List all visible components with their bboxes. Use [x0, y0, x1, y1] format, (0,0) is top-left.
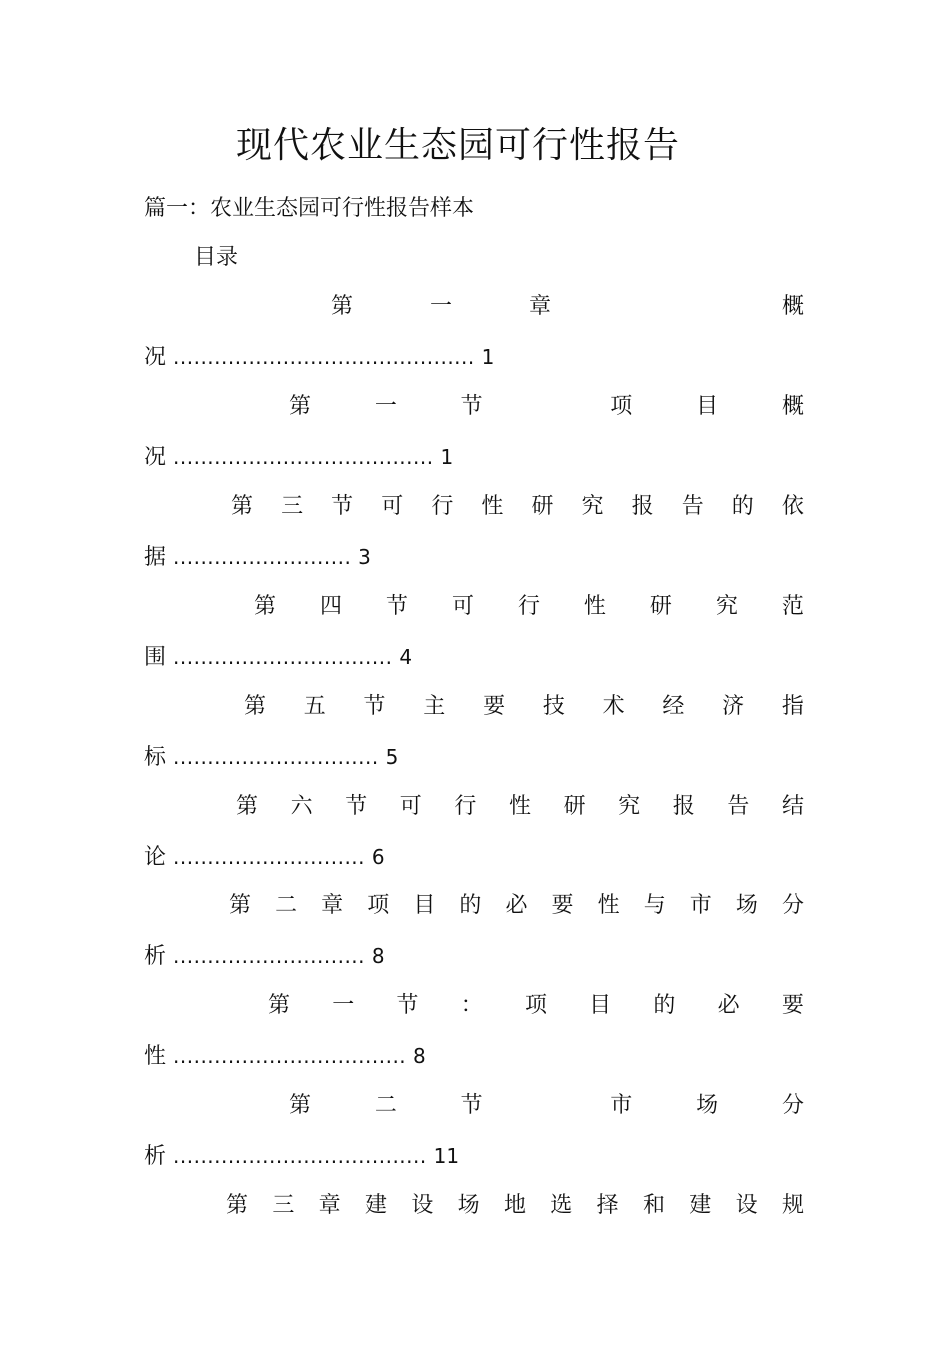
toc-entry-heading [236, 791, 804, 823]
toc-char: 概 [781, 394, 804, 419]
toc-char: 性 [597, 893, 620, 918]
toc-leader-dots: ..................................... [173, 1144, 434, 1168]
toc-char: 概 [781, 294, 804, 319]
toc-char: 第 [231, 494, 254, 519]
toc-char: 第 [289, 394, 312, 419]
toc-char: 节 [460, 1093, 483, 1118]
toc-char: 要 [781, 993, 804, 1018]
toc-char: 济 [722, 694, 745, 719]
toc-char: 分 [781, 1093, 804, 1118]
toc-entry-heading [226, 1190, 804, 1222]
toc-char: 范 [781, 594, 804, 619]
toc-char: 要 [483, 694, 506, 719]
toc-entry-continuation [144, 741, 398, 773]
toc-char: 究 [618, 794, 641, 819]
toc-last-char: 论 [144, 845, 167, 870]
toc-char: 可 [381, 494, 404, 519]
toc-char: 结 [781, 794, 804, 819]
toc-char: 目 [589, 993, 612, 1018]
toc-last-char: 况 [144, 345, 167, 370]
toc-char: 地 [503, 1193, 526, 1218]
toc-leader-dots: ...................................... [173, 445, 441, 469]
toc-char: 场 [735, 893, 758, 918]
toc-entry-heading [231, 491, 804, 523]
toc-char: 六 [290, 794, 313, 819]
toc-char: 选 [550, 1193, 573, 1218]
toc-last-char: 况 [144, 445, 167, 470]
toc-char: 第 [226, 1193, 249, 1218]
toc-char: 节 [396, 993, 419, 1018]
toc-char: 经 [662, 694, 685, 719]
toc-char: 节 [331, 494, 354, 519]
toc-char: 术 [602, 694, 625, 719]
toc-char: 和 [642, 1193, 665, 1218]
toc-char: 第 [289, 1093, 312, 1118]
toc-char: 规 [781, 1193, 804, 1218]
toc-leader-dots: .......................... [173, 545, 359, 569]
toc-char: 章 [318, 1193, 341, 1218]
toc-char: 的 [459, 893, 482, 918]
toc-leader-dots: .............................. [173, 745, 386, 769]
toc-char: 主 [423, 694, 446, 719]
toc-char: 性 [508, 794, 531, 819]
toc-char: 节 [345, 794, 368, 819]
toc-char: 第 [236, 794, 259, 819]
toc-char: 节 [363, 694, 386, 719]
toc-char: 章 [529, 294, 552, 319]
toc-last-char: 围 [144, 645, 167, 670]
toc-entry-continuation [144, 541, 371, 573]
toc-leader-dots: ............................ [173, 845, 372, 869]
toc-char: 报 [672, 794, 695, 819]
toc-char: 性 [481, 494, 504, 519]
toc-leader-dots: ............................................ [173, 345, 482, 369]
toc-char: 建 [364, 1193, 387, 1218]
toc-char: 技 [542, 694, 565, 719]
toc-char: 的 [731, 494, 754, 519]
toc-entry-heading [229, 890, 804, 922]
toc-char: 第 [254, 594, 277, 619]
document-subtitle: 篇一：农业生态园可行性报告样本 [144, 196, 475, 221]
toc-char: 必 [505, 893, 528, 918]
toc-char: 目 [696, 394, 719, 419]
toc-char: 一 [332, 993, 355, 1018]
toc-char: 报 [631, 494, 654, 519]
toc-char: 行 [517, 594, 540, 619]
toc-char: 设 [735, 1193, 758, 1218]
toc-char: 究 [715, 594, 738, 619]
toc-entry-continuation [144, 940, 385, 972]
toc-entry-heading [268, 990, 804, 1022]
toc-char: 行 [431, 494, 454, 519]
toc-char: 要 [551, 893, 574, 918]
toc-last-char: 析 [144, 944, 167, 969]
toc-page-number: 11 [433, 1144, 460, 1168]
toc-entry-heading [254, 591, 804, 623]
toc-leader-dots: ............................ [173, 944, 372, 968]
toc-leader-dots: ................................ [173, 645, 400, 669]
toc-entry-continuation [144, 341, 494, 373]
toc-char: 第 [331, 294, 354, 319]
toc-char: 择 [596, 1193, 619, 1218]
toc-char: 节 [460, 394, 483, 419]
toc-entry-heading [289, 1090, 804, 1122]
toc-char: 可 [451, 594, 474, 619]
toc-char: 目 [413, 893, 436, 918]
toc-leader-dots: .................................. [173, 1044, 414, 1068]
toc-page-number: 4 [399, 645, 413, 669]
toc-page-number: 6 [371, 845, 385, 869]
toc-page-number: 1 [440, 445, 454, 469]
toc-last-char: 标 [144, 745, 167, 770]
toc-char: 二 [374, 1093, 397, 1118]
toc-entry-continuation [144, 841, 385, 873]
toc-char: 研 [531, 494, 554, 519]
toc-label: 目录 [194, 245, 239, 270]
toc-char: 与 [643, 893, 666, 918]
toc-char: 研 [649, 594, 672, 619]
toc-page-number: 3 [358, 545, 371, 569]
toc-entry-heading [289, 391, 804, 423]
toc-char: 项 [610, 394, 633, 419]
toc-char: ： [460, 993, 483, 1018]
toc-char: 一 [430, 294, 453, 319]
toc-last-char: 据 [144, 545, 167, 570]
toc-char: 依 [781, 494, 804, 519]
toc-char: 一 [374, 394, 397, 419]
toc-char: 指 [781, 694, 804, 719]
toc-char: 市 [610, 1093, 633, 1118]
toc-char: 行 [454, 794, 477, 819]
toc-char: 第 [244, 694, 267, 719]
toc-char: 章 [321, 893, 344, 918]
document-title: 现代农业生态园可行性报告 [235, 125, 680, 166]
toc-char: 建 [689, 1193, 712, 1218]
toc-char: 项 [367, 893, 390, 918]
toc-char: 二 [275, 893, 298, 918]
toc-last-char: 性 [144, 1044, 167, 1069]
toc-char: 项 [524, 993, 547, 1018]
toc-char: 研 [563, 794, 586, 819]
toc-entry-continuation [144, 1140, 459, 1172]
toc-char: 告 [681, 494, 704, 519]
toc-entry-heading [244, 691, 804, 723]
toc-char: 究 [581, 494, 604, 519]
toc-char: 三 [281, 494, 304, 519]
toc-last-char: 析 [144, 1144, 167, 1169]
toc-entry-heading [331, 291, 804, 323]
toc-char: 市 [689, 893, 712, 918]
toc-char: 可 [399, 794, 422, 819]
toc-entry-continuation [144, 1040, 426, 1072]
toc-char: 场 [457, 1193, 480, 1218]
toc-char: 告 [727, 794, 750, 819]
toc-page-number: 8 [413, 1044, 426, 1068]
toc-entry-continuation [144, 441, 453, 473]
toc-char: 三 [272, 1193, 295, 1218]
toc-char: 设 [411, 1193, 434, 1218]
toc-page-number: 5 [385, 745, 399, 769]
toc-char: 四 [319, 594, 342, 619]
toc-char: 性 [583, 594, 606, 619]
toc-char: 分 [781, 893, 804, 918]
toc-entry-continuation [144, 641, 412, 673]
toc-char: 五 [303, 694, 326, 719]
toc-char: 第 [268, 993, 291, 1018]
toc-char: 必 [717, 993, 740, 1018]
toc-char: 场 [696, 1093, 719, 1118]
toc-char: 第 [229, 893, 252, 918]
toc-page-number: 8 [371, 944, 385, 968]
toc-char: 节 [385, 594, 408, 619]
toc-char: 的 [653, 993, 676, 1018]
toc-page-number: 1 [481, 345, 495, 369]
